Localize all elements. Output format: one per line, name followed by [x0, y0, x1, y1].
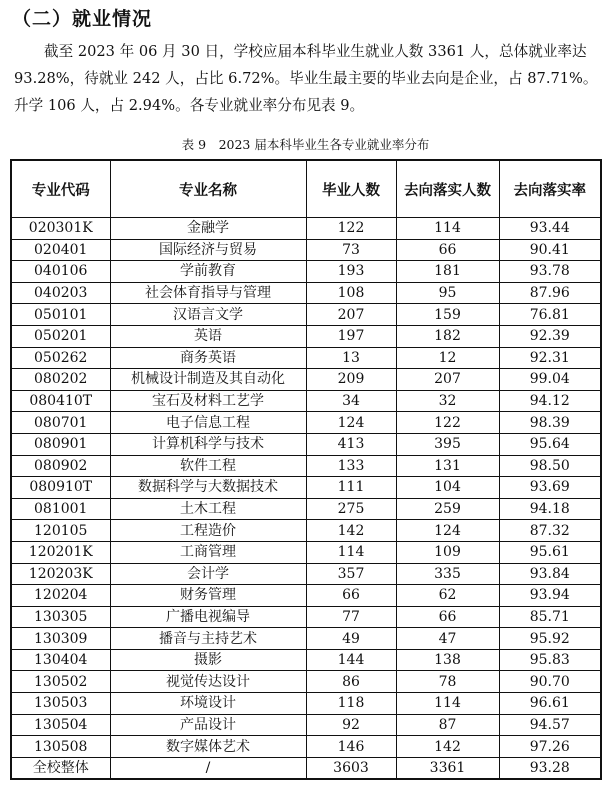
cell-major-name: 工程造价 [110, 520, 306, 542]
cell-placed-count: 32 [396, 390, 499, 412]
cell-placement-rate: 98.50 [499, 455, 601, 477]
table-header-row [11, 160, 601, 218]
cell-placement-rate: 92.39 [499, 325, 601, 347]
cell-placement-rate: 99.04 [499, 369, 601, 391]
cell-placed-count: 95 [396, 282, 499, 304]
cell-graduates: 108 [306, 282, 396, 304]
cell-major-code: 130508 [11, 736, 110, 758]
cell-placed-count: 131 [396, 455, 499, 477]
cell-major-name: 财务管理 [110, 585, 306, 607]
table-row [11, 282, 601, 304]
header-major-code: 专业代码 [11, 160, 110, 218]
cell-major-name: 金融学 [110, 218, 306, 240]
header-major-name: 专业名称 [110, 160, 306, 218]
header-placement-rate: 去向落实率 [499, 160, 601, 218]
cell-placement-rate: 95.64 [499, 433, 601, 455]
cell-placed-count: 181 [396, 261, 499, 283]
cell-placed-count: 207 [396, 369, 499, 391]
cell-placement-rate: 93.78 [499, 261, 601, 283]
cell-major-name: 数字媒体艺术 [110, 736, 306, 758]
cell-major-code: 050262 [11, 347, 110, 369]
cell-major-code: 130504 [11, 714, 110, 736]
cell-placement-rate: 85.71 [499, 606, 601, 628]
cell-graduates: 86 [306, 671, 396, 693]
cell-placed-count: 12 [396, 347, 499, 369]
cell-major-name: 数据科学与大数据技术 [110, 477, 306, 499]
cell-major-code: 130503 [11, 693, 110, 715]
cell-major-name: 产品设计 [110, 714, 306, 736]
cell-placed-count: 138 [396, 649, 499, 671]
cell-placement-rate: 95.92 [499, 628, 601, 650]
table-row [11, 693, 601, 715]
cell-placed-count: 259 [396, 498, 499, 520]
cell-placement-rate: 87.32 [499, 520, 601, 542]
table-row [11, 261, 601, 283]
table-row [11, 563, 601, 585]
cell-graduates: 49 [306, 628, 396, 650]
cell-major-code: 120201K [11, 541, 110, 563]
cell-major-code: 020301K [11, 218, 110, 240]
summary-text: 截至 2023 年 06 月 30 日，学校应届本科毕业生就业人数 3361 人，总体就业率达 93.28%，待就业 242 人，占比 6.72%。毕业生最主要的毕业去向是企业，占 87.71%。升学 106 人，占 2.94%。各专业就业率分布见表 9。 [14, 43, 598, 114]
cell-major-code: 120204 [11, 585, 110, 607]
cell-graduates: 118 [306, 693, 396, 715]
cell-placement-rate: 95.61 [499, 541, 601, 563]
table-row [11, 541, 601, 563]
cell-graduates: 111 [306, 477, 396, 499]
summary-paragraph [14, 38, 604, 119]
cell-major-name: 播音与主持艺术 [110, 628, 306, 650]
cell-major-code: 081001 [11, 498, 110, 520]
cell-major-code: 120105 [11, 520, 110, 542]
cell-major-code: 050101 [11, 304, 110, 326]
table-row [11, 520, 601, 542]
cell-major-code: 120203K [11, 563, 110, 585]
cell-major-name: 汉语言文学 [110, 304, 306, 326]
table-row [11, 390, 601, 412]
cell-major-name: 宝石及材料工艺学 [110, 390, 306, 412]
cell-placed-count: 3361 [396, 757, 499, 779]
cell-graduates: 209 [306, 369, 396, 391]
cell-placed-count: 66 [396, 606, 499, 628]
cell-placement-rate: 96.61 [499, 693, 601, 715]
cell-placement-rate: 87.96 [499, 282, 601, 304]
employment-rate-table [10, 159, 602, 780]
cell-major-code: 全校整体 [11, 757, 110, 779]
table-row [11, 218, 601, 240]
cell-major-code: 080701 [11, 412, 110, 434]
cell-placed-count: 114 [396, 693, 499, 715]
cell-major-name: 英语 [110, 325, 306, 347]
cell-placement-rate: 90.41 [499, 239, 601, 261]
cell-placement-rate: 94.18 [499, 498, 601, 520]
cell-major-code: 080410T [11, 390, 110, 412]
table-row [11, 606, 601, 628]
table-row [11, 649, 601, 671]
cell-graduates: 114 [306, 541, 396, 563]
cell-placement-rate: 90.70 [499, 671, 601, 693]
cell-graduates: 207 [306, 304, 396, 326]
cell-major-code: 020401 [11, 239, 110, 261]
table-body [11, 218, 601, 780]
cell-graduates: 124 [306, 412, 396, 434]
cell-graduates: 13 [306, 347, 396, 369]
cell-major-name: 会计学 [110, 563, 306, 585]
table-row [11, 498, 601, 520]
cell-major-name: 电子信息工程 [110, 412, 306, 434]
header-graduates: 毕业人数 [306, 160, 396, 218]
cell-graduates: 197 [306, 325, 396, 347]
cell-major-name: 商务英语 [110, 347, 306, 369]
cell-major-code: 040106 [11, 261, 110, 283]
cell-placed-count: 395 [396, 433, 499, 455]
cell-major-code: 130305 [11, 606, 110, 628]
cell-placement-rate: 97.26 [499, 736, 601, 758]
cell-placed-count: 142 [396, 736, 499, 758]
cell-graduates: 275 [306, 498, 396, 520]
cell-graduates: 77 [306, 606, 396, 628]
table-row [11, 477, 601, 499]
table-row [11, 325, 601, 347]
cell-placed-count: 335 [396, 563, 499, 585]
cell-graduates: 133 [306, 455, 396, 477]
table-row [11, 239, 601, 261]
table-row [11, 714, 601, 736]
cell-placement-rate: 93.44 [499, 218, 601, 240]
table-row [11, 304, 601, 326]
cell-placed-count: 124 [396, 520, 499, 542]
cell-placement-rate: 92.31 [499, 347, 601, 369]
cell-placed-count: 122 [396, 412, 499, 434]
cell-major-name: 计算机科学与技术 [110, 433, 306, 455]
cell-major-name: 软件工程 [110, 455, 306, 477]
cell-major-code: 130502 [11, 671, 110, 693]
cell-graduates: 357 [306, 563, 396, 585]
cell-major-name: 工商管理 [110, 541, 306, 563]
table-row [11, 433, 601, 455]
cell-major-code: 080202 [11, 369, 110, 391]
cell-graduates: 73 [306, 239, 396, 261]
cell-placed-count: 159 [396, 304, 499, 326]
cell-graduates: 142 [306, 520, 396, 542]
cell-major-code: 130309 [11, 628, 110, 650]
cell-placed-count: 78 [396, 671, 499, 693]
table-row [11, 585, 601, 607]
cell-major-code: 130404 [11, 649, 110, 671]
table-row [11, 412, 601, 434]
cell-graduates: 144 [306, 649, 396, 671]
cell-graduates: 3603 [306, 757, 396, 779]
cell-major-name: 视觉传达设计 [110, 671, 306, 693]
cell-major-name: 国际经济与贸易 [110, 239, 306, 261]
cell-major-name: 环境设计 [110, 693, 306, 715]
cell-placement-rate: 93.69 [499, 477, 601, 499]
table-row [11, 671, 601, 693]
cell-major-code: 080902 [11, 455, 110, 477]
section-heading: （二）就业情况 [12, 8, 153, 30]
cell-major-name: 土木工程 [110, 498, 306, 520]
cell-placed-count: 109 [396, 541, 499, 563]
table-row [11, 369, 601, 391]
cell-placement-rate: 95.83 [499, 649, 601, 671]
cell-graduates: 413 [306, 433, 396, 455]
cell-major-code: 050201 [11, 325, 110, 347]
header-placed-count: 去向落实人数 [396, 160, 499, 218]
cell-placement-rate: 93.84 [499, 563, 601, 585]
table-row [11, 455, 601, 477]
cell-major-code: 080910T [11, 477, 110, 499]
cell-major-name: 社会体育指导与管理 [110, 282, 306, 304]
cell-placement-rate: 76.81 [499, 304, 601, 326]
cell-graduates: 66 [306, 585, 396, 607]
cell-placement-rate: 94.12 [499, 390, 601, 412]
cell-major-code: 040203 [11, 282, 110, 304]
cell-placement-rate: 94.57 [499, 714, 601, 736]
cell-graduates: 193 [306, 261, 396, 283]
cell-placed-count: 66 [396, 239, 499, 261]
table-row [11, 628, 601, 650]
cell-major-name: / [110, 757, 306, 779]
cell-graduates: 92 [306, 714, 396, 736]
table-row [11, 757, 601, 779]
cell-major-code: 080901 [11, 433, 110, 455]
cell-graduates: 146 [306, 736, 396, 758]
table-caption: 表 9 2023 届本科毕业生各专业就业率分布 [181, 137, 430, 152]
cell-placed-count: 47 [396, 628, 499, 650]
cell-placed-count: 182 [396, 325, 499, 347]
cell-major-name: 学前教育 [110, 261, 306, 283]
table-row [11, 347, 601, 369]
cell-major-name: 摄影 [110, 649, 306, 671]
cell-graduates: 34 [306, 390, 396, 412]
table-row [11, 736, 601, 758]
cell-graduates: 122 [306, 218, 396, 240]
cell-major-name: 广播电视编导 [110, 606, 306, 628]
cell-placed-count: 104 [396, 477, 499, 499]
cell-placement-rate: 98.39 [499, 412, 601, 434]
cell-placed-count: 87 [396, 714, 499, 736]
cell-placement-rate: 93.28 [499, 757, 601, 779]
cell-major-name: 机械设计制造及其自动化 [110, 369, 306, 391]
cell-placement-rate: 93.94 [499, 585, 601, 607]
cell-placed-count: 62 [396, 585, 499, 607]
cell-placed-count: 114 [396, 218, 499, 240]
